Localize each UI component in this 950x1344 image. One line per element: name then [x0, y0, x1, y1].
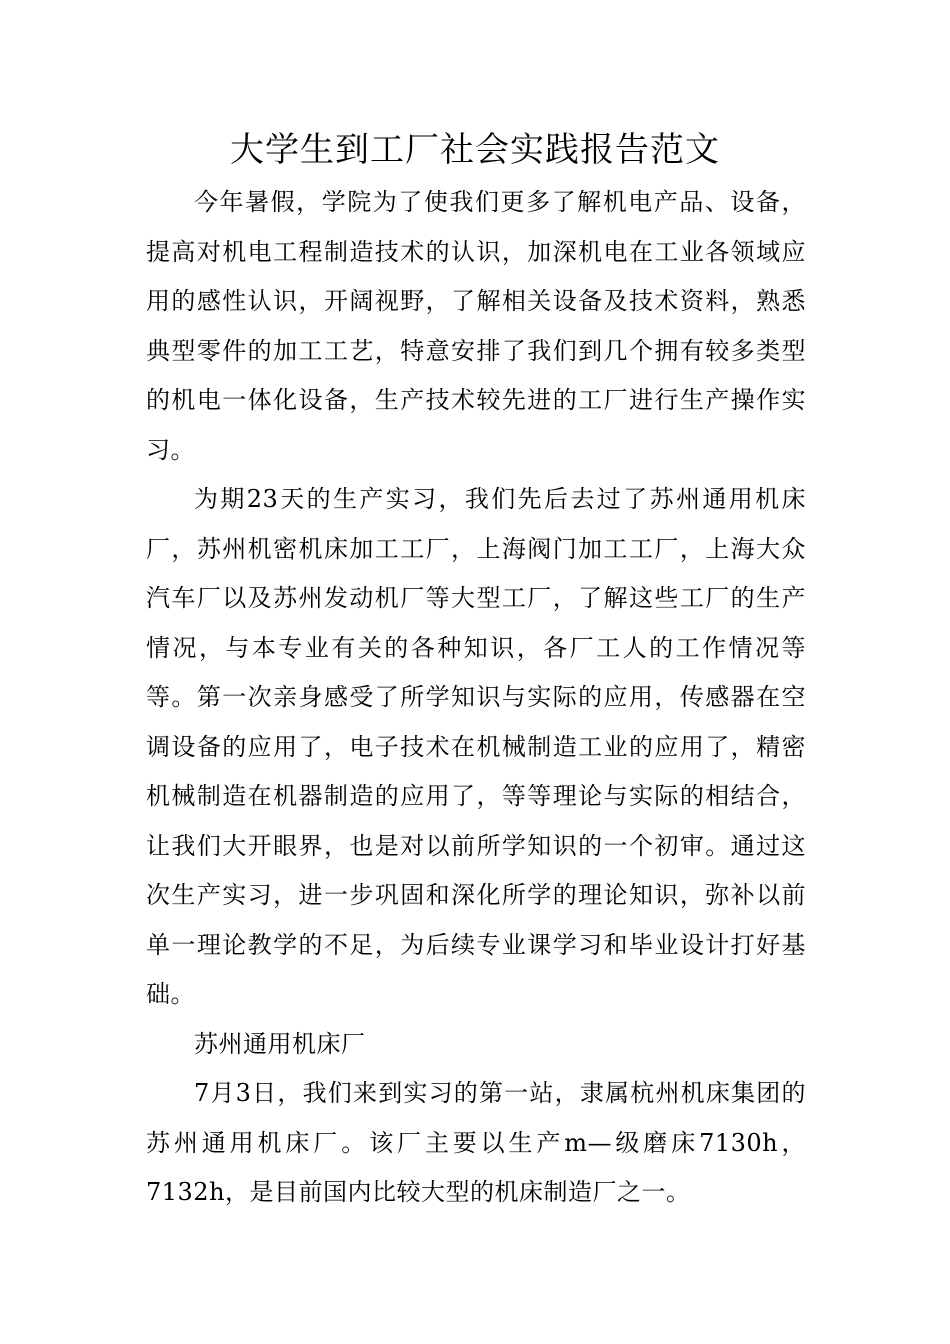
section-heading-suzhou-machine-tool-factory: 苏州通用机床厂	[194, 1029, 366, 1058]
document-body	[146, 178, 806, 1218]
paragraph-overview: 为期23天的生产实习，我们先后去过了苏州通用机床厂，苏州机密机床加工工厂，上海阀门加工工厂，上海大众汽车厂以及苏州发动机厂等大型工厂，了解这些工厂的生产情况，与本专业有关的各种知识，各厂工人的工作情况等等。第一次亲身感受了所学知识与实际的应用，传感器在空调设备的应用了，电子技术在机械制造工业的应用了，精密机械制造在机器制造的应用了，等等理论与实际的相结合，让我们大开眼界，也是对以前所学知识的一个初审。通过这次生产实习，进一步巩固和深化所学的理论知识，弥补以前单一理论教学的不足，为后续专业课学习和毕业设计打好基础。	[146, 485, 806, 1008]
paragraph-intro: 今年暑假，学院为了使我们更多了解机电产品、设备，提高对机电工程制造技术的认识，加深机电在工业各领域应用的感性认识，开阔视野，了解相关设备及技术资料，熟悉典型零件的加工工艺，特意安排了我们到几个拥有较多类型的机电一体化设备，生产技术较先进的工厂进行生产操作实习。	[146, 188, 806, 464]
paragraph-first-stop: 7月3日，我们来到实习的第一站，隶属杭州机床集团的苏州通用机床厂。该厂主要以生产m—级磨床7130h，7132h，是目前国内比较大型的机床制造厂之一。	[146, 1079, 806, 1206]
document-title: 大学生到工厂社会实践报告范文	[230, 130, 720, 170]
